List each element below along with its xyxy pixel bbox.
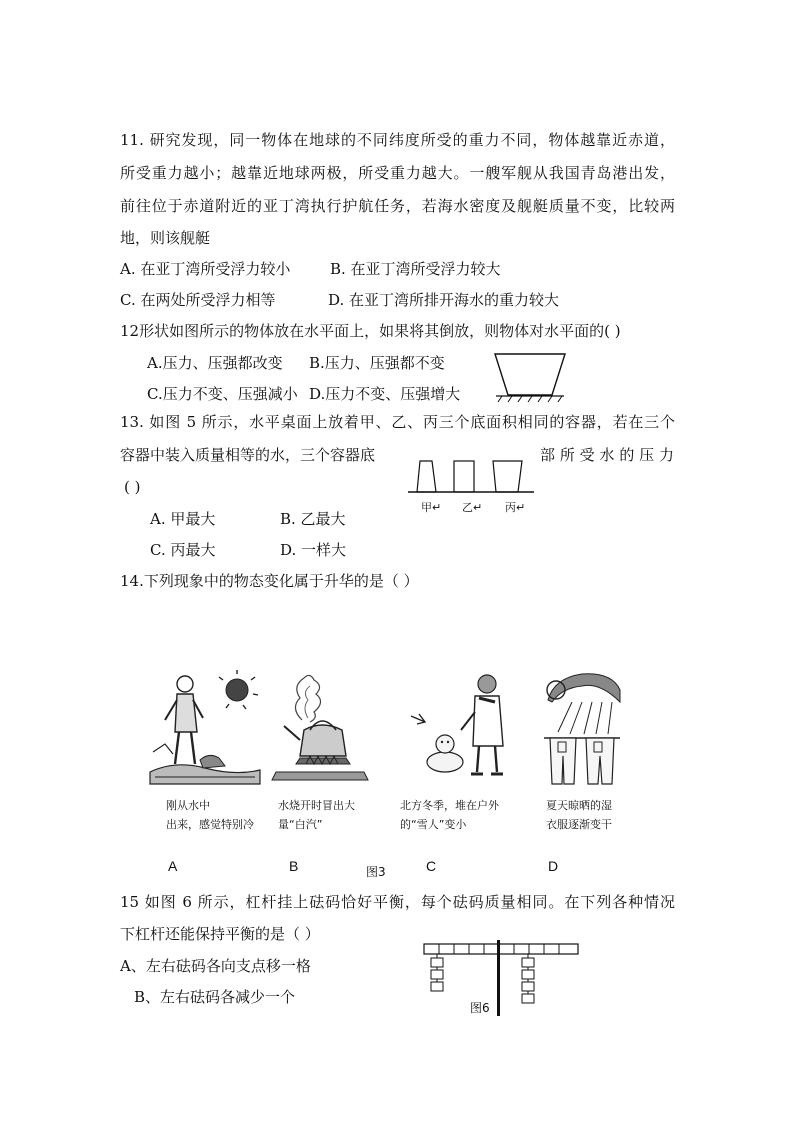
q15-lever-figure xyxy=(422,940,582,1016)
q14-caption-d-line-2: 衣服逐渐变干 xyxy=(546,818,612,831)
q14-figure-label: 图3 xyxy=(366,865,386,879)
q13-option-d: D. 一样大 xyxy=(280,541,347,559)
q12-option-a: A.压力、压强都改变 xyxy=(147,354,283,372)
q13-label-jia: 甲↵ xyxy=(421,501,442,514)
q11-option-b: B. 在亚丁湾所受浮力较大 xyxy=(330,260,501,278)
q11-option-d: D. 在亚丁湾所排开海水的重力较大 xyxy=(328,291,560,309)
q13-line-1: 13. 如图 5 所示，水平桌面上放着甲、乙、丙三个底面积相同的容器，若在三个 xyxy=(120,413,675,431)
q14-stem: 14.下列现象中的物态变化属于升华的是（ ） xyxy=(120,572,419,590)
q13-containers-figure xyxy=(406,458,536,496)
q14-caption-a-line-1: 刚从水中 xyxy=(166,799,210,812)
q12-option-c: C.压力不变、压强减小 xyxy=(147,385,298,403)
q14-panel-d-laundry-illustration xyxy=(542,672,622,787)
q12-stem: 12形状如图所示的物体放在水平面上，如果将其倒放，则物体对水平面的( ) xyxy=(120,322,621,340)
q11-option-a: A. 在亚丁湾所受浮力较小 xyxy=(120,260,291,278)
q14-letter-d: D xyxy=(548,858,559,874)
q13-option-a: A. 甲最大 xyxy=(150,510,216,528)
q11-line-4: 地，则该舰艇 xyxy=(120,229,211,247)
q14-caption-d-line-1: 夏天晾晒的湿 xyxy=(546,799,612,812)
q15-figure-label: 图6 xyxy=(470,1001,490,1015)
q15-option-a: A、左右砝码各向支点移一格 xyxy=(120,957,311,975)
q13-label-bing: 丙↵ xyxy=(505,501,526,514)
q13-paren: ( ) xyxy=(124,478,141,496)
q14-panel-b-kettle-illustration xyxy=(272,672,372,787)
q14-caption-b-line-1: 水烧开时冒出大 xyxy=(278,799,355,812)
q14-letter-a: A xyxy=(168,858,178,874)
q13-option-b: B. 乙最大 xyxy=(280,510,346,528)
q15-line-2: 下杠杆还能保持平衡的是（ ） xyxy=(120,925,320,943)
q13-line-2a: 容器中装入质量相等的水，三个容器底 xyxy=(120,446,376,464)
q14-panel-c-snowman-illustration xyxy=(405,672,515,787)
q12-trapezoid-figure xyxy=(494,353,566,405)
q11-line-1: 11. 研究发现，同一物体在地球的不同纬度所受的重力不同，物体越靠近赤道， xyxy=(120,131,675,149)
q14-letter-c: C xyxy=(426,858,437,874)
q15-option-b: B、左右砝码各减少一个 xyxy=(134,988,296,1006)
q11-line-3: 前往位于赤道附近的亚丁湾执行护航任务，若海水密度及舰艇质量不变，比较两 xyxy=(120,197,675,215)
q14-caption-a-line-2: 出来，感觉特别冷 xyxy=(166,818,254,831)
q11-line-2: 所受重力越小；越靠近地球两极，所受重力越大。一艘军舰从我国青岛港出发， xyxy=(120,164,675,182)
q13-line-2b: 部所受水的压力 xyxy=(540,446,674,464)
q12-option-d: D.压力不变、压强增大 xyxy=(309,385,461,403)
q14-caption-c-line-2: 的“雪人”变小 xyxy=(400,818,467,831)
q15-line-1: 15 如图 6 所示，杠杆挂上砝码恰好平衡，每个砝码质量相同。在下列各种情况 xyxy=(120,893,675,911)
q12-option-b: B.压力、压强都不变 xyxy=(309,354,445,372)
q13-label-yi: 乙↵ xyxy=(462,501,483,514)
q13-option-c: C. 丙最大 xyxy=(150,541,216,559)
q14-caption-b-line-2: 量“白汽” xyxy=(278,818,323,831)
q14-caption-c-line-1: 北方冬季，堆在户外 xyxy=(400,799,499,812)
q14-letter-b: B xyxy=(289,858,299,874)
q14-panel-a-swimmer-illustration xyxy=(145,672,265,787)
q11-option-c: C. 在两处所受浮力相等 xyxy=(120,291,276,309)
